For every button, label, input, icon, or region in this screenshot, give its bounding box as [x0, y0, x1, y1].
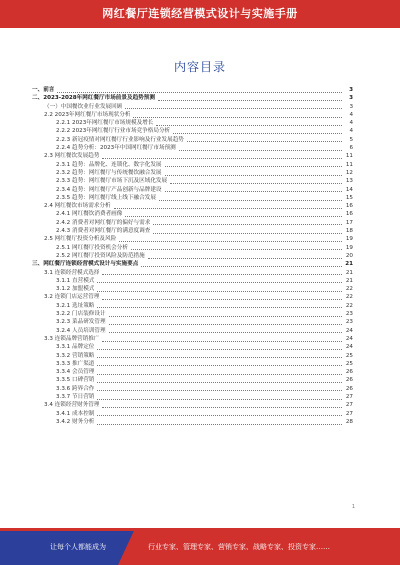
toc-leader-dots: [165, 162, 342, 167]
toc-entry-text: 3.3.6 跨界合作: [56, 385, 95, 392]
toc-entry-text: 3.1.1 直营模式: [56, 277, 95, 284]
toc-leader-dots: [97, 386, 342, 391]
toc-entry-text: 2.5.1 网红餐厅投资机会分析: [56, 244, 128, 251]
toc-entry-text: 2.3.4 趋势：网红餐厅产品创新与品牌建设: [56, 186, 162, 193]
toc-entry-page: 16: [345, 203, 353, 210]
toc-entry-text: 3.2.1 选址策略: [56, 302, 95, 309]
toc-leader-dots: [153, 220, 342, 225]
toc-entry-page: 27: [345, 402, 353, 409]
toc-entry-text: 3.3.7 节日营销: [56, 393, 95, 400]
toc-entry-page: 4: [349, 128, 353, 135]
toc-entry[interactable]: [32, 410, 353, 418]
toc-leader-dots: [165, 187, 342, 192]
toc-entry[interactable]: [32, 144, 353, 152]
toc-entry-page: 11: [345, 161, 353, 168]
toc-leader-dots: [102, 403, 342, 408]
toc-entry[interactable]: [32, 235, 353, 243]
toc-entry-text: 3.4.2 财务分析: [56, 418, 95, 425]
toc-title: 内容目录: [173, 60, 226, 74]
toc-entry[interactable]: [32, 376, 353, 384]
toc-entry-text: 3.2.4 人员培训管理: [56, 327, 106, 334]
toc-entry[interactable]: [32, 103, 353, 111]
header-band: [0, 0, 400, 28]
toc-entry[interactable]: [32, 269, 353, 277]
toc-entry-page: 17: [345, 219, 353, 226]
toc-entry-page: 12: [345, 169, 353, 176]
toc-leader-dots: [97, 361, 342, 366]
toc-entry-text: 3.3.4 会员管理: [56, 369, 95, 376]
toc-entry-page: 27: [345, 410, 353, 417]
toc-entry[interactable]: [32, 169, 353, 177]
toc-entry[interactable]: [32, 310, 353, 318]
toc-entry[interactable]: [32, 210, 353, 218]
toc-entry[interactable]: [32, 385, 353, 393]
toc-entry[interactable]: [32, 152, 353, 160]
toc-entry-page: 5: [349, 136, 353, 143]
toc-leader-dots: [97, 278, 342, 283]
toc-entry-page: 14: [345, 186, 353, 193]
toc-entry-text: 2.3.3 趋势：网红餐厅市场下沉及区域化发展: [56, 178, 168, 185]
toc-entry-page: 24: [345, 327, 353, 334]
toc-entry-text: 2.2.2 2023年网红餐厅行业市场竞争格局分析: [56, 128, 171, 135]
toc-entry[interactable]: [32, 293, 353, 301]
toc-entry-text: 三、网红餐厅连锁经营模式设计与实施要点: [32, 261, 139, 268]
toc-entry[interactable]: [32, 127, 353, 135]
toc-leader-dots: [165, 171, 342, 176]
toc-leader-dots: [57, 88, 342, 93]
toc-leader-dots: [156, 121, 342, 126]
toc-entry-page: 22: [345, 302, 353, 309]
toc-entry[interactable]: [32, 277, 353, 285]
toc-entry-text: 2.2.4 趋势分析：2023年中国网红餐厅市场预测: [56, 145, 176, 152]
toc-entry-text: 3.2.2 门店装修设计: [56, 311, 106, 318]
toc-entry-page: 28: [345, 418, 353, 425]
toc-leader-dots: [97, 287, 342, 292]
document-title: 网红餐厅连锁经营模式设计与实施手册: [102, 7, 298, 20]
toc-entry-page: 25: [345, 360, 353, 367]
toc-leader-dots: [97, 395, 342, 400]
toc-entry[interactable]: [32, 302, 353, 310]
toc-entry-text: 2.3.2 趋势：网红餐厅与传统餐饮融合发展: [56, 169, 162, 176]
toc-leader-dots: [102, 295, 342, 300]
toc-entry-page: 24: [345, 335, 353, 342]
toc-leader-dots: [133, 113, 342, 118]
toc-leader-dots: [159, 196, 342, 201]
toc-entry-text: 2.4 网红餐饮市场需求分析: [44, 203, 111, 210]
footer-band: [0, 528, 400, 565]
toc-entry[interactable]: [32, 352, 353, 360]
toc-entry-text: 2.5 网红餐厅投资分析及风险: [44, 236, 117, 243]
toc-entry-page: 16: [345, 211, 353, 218]
toc-entry-text: 3.1.2 加盟模式: [56, 286, 95, 293]
toc-entry-text: 3.3.1 品牌定位: [56, 344, 95, 351]
toc-entry-text: 2.2 2023年网红餐厅市场现状分析: [44, 111, 131, 118]
toc-entry-text: 3.1 连锁经营模式选择: [44, 269, 100, 276]
toc-entry[interactable]: [32, 252, 353, 260]
toc-leader-dots: [97, 378, 342, 383]
toc-entry[interactable]: [32, 202, 353, 210]
toc-entry-text: 3.4 连锁经营财务管理: [44, 402, 100, 409]
toc-leader-dots: [97, 353, 342, 358]
toc-entry-page: 18: [345, 228, 353, 235]
toc-leader-dots: [170, 179, 342, 184]
page-number: 1: [351, 504, 355, 510]
toc-leader-dots: [97, 303, 342, 308]
toc-entry-text: 3.3.5 口碑营销: [56, 377, 95, 384]
toc-entry-page: 4: [349, 120, 353, 127]
toc-entry-text: 3.3.2 营销策略: [56, 352, 95, 359]
toc-entry-page: 19: [345, 244, 353, 251]
toc-entry-page: 3: [349, 87, 353, 93]
toc-entry-page: 20: [345, 252, 353, 259]
toc-entry-text: 二、2023-2028年网红餐厅市场前景及趋势预测: [32, 95, 155, 102]
toc-entry-page: 26: [345, 377, 353, 384]
toc-leader-dots: [102, 337, 342, 342]
toc-entry-page: 27: [345, 393, 353, 400]
toc-entry-text: 2.3.1 趋势：品牌化、连锁化、数字化发展: [56, 161, 162, 168]
toc-entry-page: 3: [349, 95, 353, 102]
toc-leader-dots: [173, 129, 342, 134]
toc-entry-page: 19: [345, 236, 353, 243]
toc-entry-text: 2.5.2 网红餐厅投资风险及防范措施: [56, 252, 145, 259]
toc-entry[interactable]: [32, 194, 353, 202]
toc-entry[interactable]: [32, 244, 353, 252]
toc-entry[interactable]: [32, 111, 353, 119]
toc-entry-text: 3.2.3 菜品研发管理: [56, 319, 106, 326]
toc-entry-page: 23: [345, 319, 353, 326]
toc-entry-text: 3.3 连锁品牌营销推广: [44, 335, 100, 342]
toc-entry-text: 2.2.3 新冠疫情对网红餐厅行业影响及行业发展趋势: [56, 136, 184, 143]
toc-entry-page: 24: [345, 344, 353, 351]
toc-leader-dots: [97, 345, 342, 350]
toc-entry-page: 22: [345, 286, 353, 293]
toc-entry-page: 13: [345, 178, 353, 185]
toc-leader-dots: [153, 229, 342, 234]
toc-entry-page: 23: [345, 311, 353, 318]
toc-entry-page: 22: [345, 294, 353, 301]
toc-entry-text: 一、前言: [32, 87, 55, 93]
toc-entry-text: 2.3 网红餐饮发展趋势: [44, 153, 100, 160]
toc-leader-dots: [97, 370, 342, 375]
toc-entry-text: （一）中国餐饮业行业发展回顾: [44, 103, 123, 110]
toc-entry[interactable]: [32, 227, 353, 235]
toc-leader-dots: [97, 420, 342, 425]
toc-entry[interactable]: [32, 393, 353, 401]
toc-leader-dots: [109, 320, 342, 325]
toc-entry-page: 25: [345, 352, 353, 359]
toc-entry[interactable]: [32, 219, 353, 227]
toc-entry-page: 21: [345, 269, 353, 276]
toc-entry[interactable]: [32, 360, 353, 368]
toc-leader-dots: [102, 154, 342, 159]
toc-entry[interactable]: [32, 161, 353, 169]
toc-entry-text: 2.4.2 消费者对网红餐厅的偏好与需求: [56, 219, 151, 226]
toc-leader-dots: [187, 137, 342, 142]
toc-entry-page: 11: [345, 153, 353, 160]
toc-leader-dots: [109, 328, 342, 333]
toc-entry[interactable]: [32, 335, 353, 343]
toc-entry-text: 2.4.3 消费者对网红餐厅的满意度调查: [56, 228, 151, 235]
toc-entry-text: 3.2 连锁门店运营管理: [44, 294, 100, 301]
toc-entry-page: 26: [345, 369, 353, 376]
toc-entry-text: 2.2.1 2023年网红餐厅市场规模及增长: [56, 120, 154, 127]
toc-entry[interactable]: [32, 177, 353, 185]
toc-leader-dots: [97, 411, 342, 416]
toc-entry[interactable]: [32, 418, 353, 426]
toc-leader-dots: [119, 237, 342, 242]
toc-leader-dots: [179, 146, 342, 151]
footer-slogan-left: 让每个人都能成为: [50, 543, 106, 551]
toc-entry-text: 2.4.1 网红餐饮消费者画像: [56, 211, 123, 218]
toc-entry[interactable]: [32, 260, 353, 268]
toc-entry[interactable]: [32, 86, 353, 94]
toc-leader-dots: [125, 212, 342, 217]
toc-entry-text: 3.4.1 成本控制: [56, 410, 95, 417]
toc-entry[interactable]: [32, 136, 353, 144]
toc-entry[interactable]: [32, 285, 353, 293]
toc-entry-page: 6: [349, 145, 353, 152]
toc-entry-page: 21: [345, 277, 353, 284]
toc-leader-dots: [158, 96, 342, 101]
toc-leader-dots: [102, 270, 342, 275]
toc-entry[interactable]: [32, 327, 353, 335]
toc-leader-dots: [114, 204, 342, 209]
toc-leader-dots: [109, 312, 342, 317]
toc-entry-page: 21: [345, 261, 353, 268]
toc-entry[interactable]: [32, 401, 353, 409]
toc-leader-dots: [125, 104, 342, 109]
toc-entry[interactable]: [32, 343, 353, 351]
toc-entry[interactable]: [32, 318, 353, 326]
toc-entry[interactable]: [32, 94, 353, 102]
toc-entry-page: 15: [345, 194, 353, 201]
toc-entry-text: 3.3.3 推广渠道: [56, 360, 95, 367]
footer-slogan-right: 行业专家、管理专家、营销专家、战略专家、投资专家……: [148, 543, 330, 551]
toc-leader-dots: [131, 245, 342, 250]
table-of-contents: [32, 86, 353, 498]
toc-entry-page: 4: [349, 111, 353, 118]
toc-entry[interactable]: [32, 368, 353, 376]
toc-entry-page: 3: [349, 103, 353, 110]
toc-entry[interactable]: [32, 186, 353, 194]
toc-entry-text: 2.3.5 趋势：网红餐厅线上线下融合发展: [56, 194, 156, 201]
toc-entry[interactable]: [32, 119, 353, 127]
toc-leader-dots: [141, 262, 342, 267]
toc-entry-page: 26: [345, 385, 353, 392]
toc-leader-dots: [148, 254, 342, 259]
